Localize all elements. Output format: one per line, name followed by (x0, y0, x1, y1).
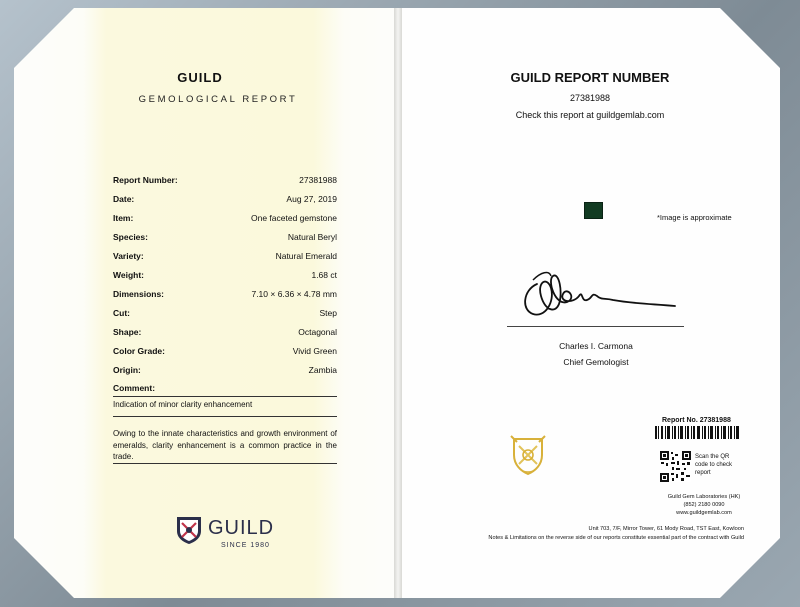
comment-divider (113, 396, 337, 397)
lab-website[interactable]: www.guildgemlab.com (676, 510, 732, 516)
folder-spine (394, 8, 402, 598)
detail-label: Item: (113, 213, 134, 223)
detail-row (113, 327, 337, 346)
comment-divider (113, 416, 337, 417)
detail-row (113, 308, 337, 327)
gold-emblem-icon (508, 433, 548, 482)
detail-row (113, 213, 337, 232)
detail-label: Cut: (113, 308, 130, 318)
enhancement-paragraph: Owing to the innate characteristics and growth environment of emeralds, clarity enhancement is a common practice in the trade. (113, 429, 337, 461)
detail-row (113, 175, 337, 194)
signature-icon (515, 262, 685, 329)
lab-name: Guild Gem Laboratories (HK) (667, 494, 741, 500)
detail-row (113, 365, 337, 384)
detail-row (113, 194, 337, 213)
since-text: SINCE 1980 (221, 542, 270, 549)
detail-value: Natural Beryl (287, 232, 337, 242)
lab-phone: (852) 2180 0090 (683, 502, 725, 508)
report-number: 27381988 (569, 93, 611, 103)
report-number-title: GUILD REPORT NUMBER (510, 70, 670, 85)
gemstone-image (584, 202, 603, 219)
detail-value: Octagonal (298, 327, 337, 337)
signer-title: Chief Gemologist (563, 357, 629, 367)
limitations-notes: Notes & Limitations on the reverse side of our reports constitute essential part of the contract with Guild (488, 535, 744, 541)
barcode-icon (655, 426, 740, 439)
detail-value: Natural Emerald (275, 251, 337, 261)
detail-value: One faceted gemstone (250, 213, 337, 223)
detail-row (113, 346, 337, 365)
detail-label: Species: (113, 232, 148, 242)
image-approx-note: *Image is approximate (657, 213, 732, 222)
guild-logo-text: GUILD (208, 517, 275, 539)
detail-value: Aug 27, 2019 (286, 194, 337, 204)
paragraph-divider (113, 463, 337, 464)
detail-label: Date: (113, 194, 135, 204)
guild-shield-icon (175, 515, 203, 550)
detail-value: 1.68 ct (311, 270, 337, 280)
detail-label: Shape: (113, 327, 142, 337)
detail-label: Weight: (113, 270, 145, 280)
detail-value: Step (319, 308, 337, 318)
detail-label: Variety: (113, 251, 144, 261)
detail-label: Dimensions: (113, 289, 165, 299)
details-table (113, 175, 337, 384)
qr-code-icon[interactable] (660, 451, 691, 482)
detail-value: 27381988 (299, 175, 337, 185)
comment-text: Indication of minor clarity enhancement (113, 400, 253, 409)
detail-label: Color Grade: (113, 346, 165, 356)
qr-instruction: Scan the QR code to check report (695, 454, 733, 476)
detail-row (113, 289, 337, 308)
detail-row (113, 232, 337, 251)
brand-title: GUILD (177, 70, 223, 85)
report-no-label: Report No. 27381988 (662, 417, 731, 424)
signer-name: Charles I. Carmona (559, 341, 633, 351)
detail-label: Report Number: (113, 175, 178, 185)
detail-row (113, 270, 337, 289)
check-report-text: Check this report at guildgemlab.com (515, 110, 665, 120)
detail-value: Vivid Green (292, 346, 337, 356)
signature-line (507, 326, 684, 327)
detail-row (113, 251, 337, 270)
detail-label: Origin: (113, 365, 141, 375)
lab-contact (664, 493, 744, 517)
detail-value: Zambia (308, 365, 337, 375)
detail-value: 7.10 × 6.36 × 4.78 mm (251, 289, 337, 299)
report-subtitle: GEMOLOGICAL REPORT (138, 94, 298, 105)
lab-address: Unit 703, 7/F, Mirror Tower, 61 Mody Road, TST East, Kowloon (588, 526, 744, 532)
comment-label: Comment: (113, 383, 156, 393)
